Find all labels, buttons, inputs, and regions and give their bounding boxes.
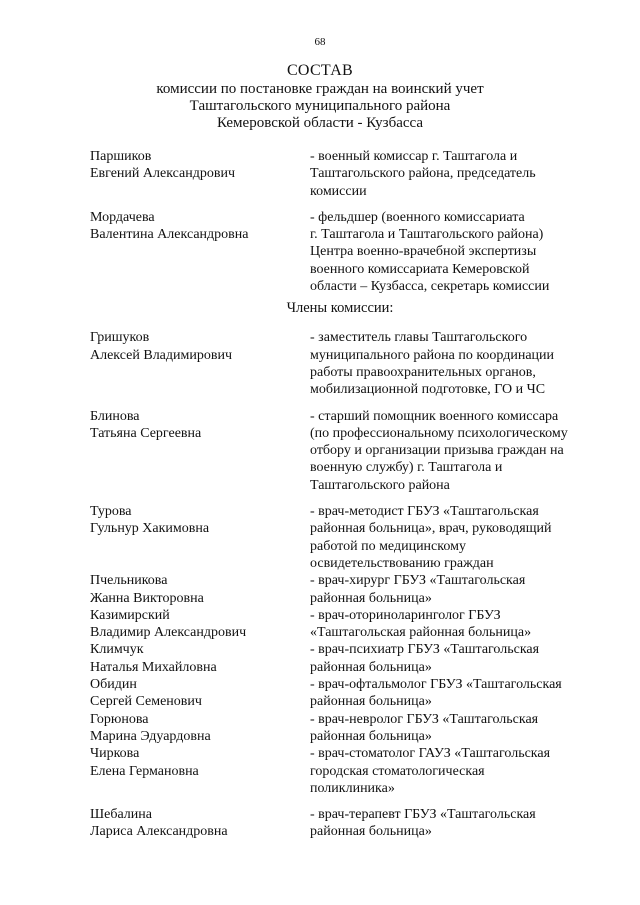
member-entry [90, 572, 590, 607]
role-line: - врач-методист ГБУЗ «Таштагольская [310, 504, 539, 520]
role-line: военную службу) г. Таштагола и [310, 460, 503, 476]
role-line: мобилизационной подготовке, ГО и ЧС [310, 382, 546, 398]
document-title [0, 60, 640, 132]
role-line: - заместитель главы Таштагольского [310, 330, 528, 346]
member-surname: Мордачева [90, 209, 155, 225]
role-line: военного комиссариата Кемеровской [310, 261, 530, 277]
member-given-name: Сергей Семенович [90, 694, 202, 710]
member-surname: Горюнова [90, 711, 149, 727]
role-line: городская стоматологическая [310, 763, 485, 779]
member-role [310, 408, 590, 494]
role-line: «Таштагольская районная больница» [310, 625, 532, 641]
title-line-2: Таштагольского муниципального района [189, 98, 451, 114]
role-line: освидетельствованию граждан [310, 555, 494, 571]
title-heading: СОСТАВ [286, 62, 354, 79]
role-line: - врач-терапевт ГБУЗ «Таштагольская [310, 807, 536, 823]
member-given-name: Валентина Александровна [90, 227, 249, 243]
role-line: районная больница» [310, 659, 432, 675]
member-role [310, 209, 590, 295]
member-role [310, 503, 590, 572]
member-name [90, 711, 310, 746]
role-line: г. Таштагола и Таштагольского района) [310, 227, 544, 243]
member-role [310, 711, 590, 746]
role-line: районная больница» [310, 590, 432, 606]
role-line: работой по медицинскому [310, 538, 466, 554]
member-name [90, 806, 310, 841]
member-entry [90, 711, 590, 746]
role-line: районная больница» [310, 824, 432, 840]
role-line: Таштагольского района [310, 477, 450, 493]
member-role [310, 676, 590, 711]
member-surname: Блинова [90, 408, 140, 424]
role-line: - старший помощник военного комиссара [310, 408, 559, 424]
member-name [90, 503, 310, 572]
member-entry [90, 329, 590, 398]
member-entry [90, 806, 590, 841]
member-name [90, 209, 310, 295]
member-name [90, 607, 310, 642]
member-name [90, 329, 310, 398]
role-line: - врач-оториноларинголог ГБУЗ [310, 607, 501, 623]
member-surname: Обидин [90, 677, 137, 693]
members-heading: Члены комиссии: [286, 300, 394, 317]
title-line-3: Кемеровской области - Кузбасса [216, 115, 424, 131]
member-given-name: Марина Эдуардовна [90, 728, 211, 744]
role-line: поликлиника» [310, 780, 395, 796]
member-given-name: Жанна Викторовна [90, 590, 204, 606]
title-line-1: комиссии по постановке граждан на воинский учет [156, 81, 484, 97]
member-name [90, 148, 310, 200]
member-surname: Климчук [90, 642, 144, 658]
page-number: 68 [314, 36, 326, 48]
member-surname: Пчельникова [90, 573, 168, 589]
role-line: (по профессиональному психологическому [310, 425, 568, 441]
member-role [310, 641, 590, 676]
role-line: муниципального района по координации [310, 347, 555, 363]
role-line: комиссии [310, 183, 367, 199]
member-given-name: Владимир Александрович [90, 625, 247, 641]
member-name [90, 745, 310, 797]
role-line: - фельдшер (военного комиссариата [310, 209, 525, 225]
member-entry [90, 148, 590, 200]
member-given-name: Елена Германовна [90, 763, 199, 779]
role-line: - военный комиссар г. Таштагола и [310, 149, 518, 164]
member-name [90, 408, 310, 494]
role-line: районная больница» [310, 728, 432, 744]
role-line: районная больница», врач, руководящий [310, 521, 552, 537]
member-role [310, 329, 590, 398]
commission-list [90, 148, 590, 841]
member-entry [90, 209, 590, 295]
member-role [310, 745, 590, 797]
role-line: области – Кузбасса, секретарь комиссии [310, 279, 550, 295]
member-given-name: Алексей Владимирович [90, 347, 233, 363]
member-role [310, 572, 590, 607]
member-entry [90, 745, 590, 797]
member-surname: Шебалина [90, 807, 152, 823]
member-given-name: Лариса Александровна [90, 824, 228, 840]
role-line: - врач-стоматолог ГАУЗ «Таштагольская [310, 746, 551, 762]
member-entry [90, 641, 590, 676]
member-name [90, 641, 310, 676]
member-entry [90, 408, 590, 494]
member-given-name: Гульнур Хакимовна [90, 521, 210, 537]
member-surname: Гришуков [90, 330, 150, 346]
member-entry [90, 676, 590, 711]
member-entry [90, 503, 590, 572]
member-given-name: Татьяна Сергеевна [90, 425, 202, 441]
role-line: Таштагольского района, председатель [310, 166, 536, 182]
member-entry [90, 607, 590, 642]
member-given-name: Евгений Александрович [90, 166, 236, 182]
role-line: работы правоохранительных органов, [310, 364, 536, 380]
role-line: Центра военно-врачебной экспертизы [310, 244, 537, 260]
member-role [310, 607, 590, 642]
role-line: отбору и организации призыва граждан на [310, 443, 564, 459]
member-surname: Паршиков [90, 149, 152, 164]
role-line: - врач-офтальмолог ГБУЗ «Таштагольская [310, 677, 562, 693]
member-surname: Чиркова [90, 746, 140, 762]
member-name [90, 676, 310, 711]
role-line: районная больница» [310, 694, 432, 710]
member-surname: Турова [90, 504, 132, 520]
member-name [90, 572, 310, 607]
role-line: - врач-психиатр ГБУЗ «Таштагольская [310, 642, 540, 658]
member-surname: Казимирский [90, 607, 170, 623]
role-line: - врач-хирург ГБУЗ «Таштагольская [310, 573, 526, 589]
member-role [310, 148, 590, 200]
role-line: - врач-невролог ГБУЗ «Таштагольская [310, 711, 539, 727]
member-role [310, 806, 590, 841]
member-given-name: Наталья Михайловна [90, 659, 217, 675]
